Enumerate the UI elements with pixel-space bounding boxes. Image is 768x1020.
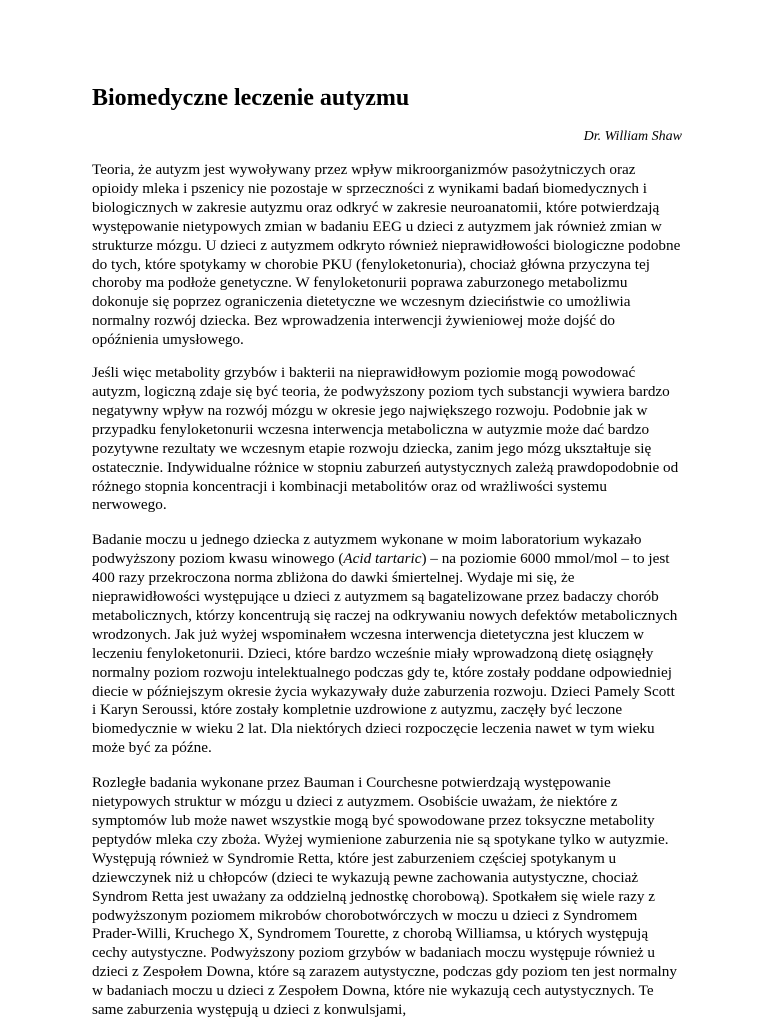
document-page [92,84,682,1020]
paragraph-3 [92,531,682,758]
paragraph-3-text-before: Badanie moczu u jednego dziecka z autyzmem wykonane w moim laboratorium wykazało podwyższony poziom kwasu winowego ( [92,531,642,568]
paragraph-3-emphasis: Acid tartaric [343,550,422,568]
paragraph-1: Teoria, że autyzm jest wywoływany przez wpływ mikroorganizmów pasożytniczych oraz opioidy mleka i pszenicy nie pozostaje w sprzeczności z wynikami badań biomedycznych i biologicznych w zakresie autyzmu oraz odkryć w zakresie neuroanatomii, które potwierdzają występowanie nietypowych zmian w badaniu EEG u dzieci z autyzmem jak również zmian w strukturze mózgu. U dzieci z autyzmem odkryto również nieprawidłowości biologiczne podobne do tych, które spotykamy w chorobie PKU (fenyloketonuria), chociaż główna przyczyna tej choroby ma podłoże genetyczne. W fenyloketonurii poprawa zaburzonego metabolizmu dokonuje się poprzez ograniczenia dietetyczne we wczesnym dzieciństwie co umożliwia normalny rozwój dziecka. Bez wprowadzenia interwencji żywieniowej może dojść do opóźnienia umysłowego. [92,161,681,349]
page-title: Biomedyczne leczenie autyzmu [92,85,410,111]
paragraph-4: Rozległe badania wykonane przez Bauman i Courchesne potwierdzają występowanie nietypowych struktur w mózgu u dzieci z autyzmem. Osobiście uważam, że niektóre z symptomów lub może nawet wszystkie mogą być spowodowane przez toksyczne metabolity peptydów mleka czy zboża. Wyżej wymienione zaburzenia nie są spotykane tylko w autyzmie. Występują również w Syndromie Retta, które jest zaburzeniem częściej spotykanym u dziewczynek niż u chłopców (dzieci te wykazują pewne zachowania autystyczne, chociaż Syndrom Retta jest uważany za oddzielną jednostkę chorobową). Spotkałem się wiele razy z podwyższonym poziomem mikrobów chorobotwórczych w moczu u dzieci z Syndromem Prader-Willi, Kruchego X, Syndromem Tourette, z chorobą Williamsa, u których występują cechy autystyczne. Podwyższony poziom grzybów w badaniach moczu występuje również u dzieci z Zespołem Downa, które są zarazem autystyczne, podczas gdy poziom ten jest normalny w badaniach moczu u dzieci z Zespołem Downa, które nie wykazują cech autystycznych. Te same zaburzenia występują u dzieci z konwulsjami, [92,774,677,1019]
paragraph-2: Jeśli więc metabolity grzybów i bakterii na nieprawidłowym poziomie mogą powodować autyzm, logiczną zdaje się być teoria, że podwyższony poziom tych substancji wywiera bardzo negatywny wpływ na rozwój mózgu w okresie jego największego rozwoju. Podobnie jak w przypadku fenyloketonurii wczesna interwencja metaboliczna w autyzmie może dać bardzo pozytywne rezultaty we wczesnym etapie rozwoju dziecka, zanim jego mózg ukształtuje się ostatecznie. Indywidualne różnice w stopniu zaburzeń autystycznych zależą prawdopodobnie od różnego stopnia koncentracji i kombinacji metabolitów oraz od wrażliwości systemu nerwowego. [92,364,679,514]
paragraph-3-text-after: ) – na poziomie 6000 mmol/mol – to jest 400 razy przekroczona norma zbliżona do dawki śmiertelnej. Wydaje mi się, że nieprawidłowości występujące u dzieci z autyzmem są bagatelizowane przez badaczy chorób metabolicznych, którzy koncentrują się raczej na odkrywaniu nowych defektów metabolicznych wrodzonych. Jak już wyżej wspominałem wczesna interwencja dietetyczna jest kluczem w leczeniu fenyloketonurii. Dzieci, które bardzo wcześnie miały wprowadzoną dietę osiągnęły normalny poziom rozwoju intelektualnego podczas gdy te, które zostały poddane odpowiedniej diecie w późniejszym okresie życia wykazywały duże zaburzenia rozwoju. Dzieci Pamely Scott i Karyn Seroussi, które zostały kompletnie uzdrowione z autyzmu, zaczęły być leczone biomedycznie w wieku 2 lat. Dla niektórych dzieci rozpoczęcie leczenia nawet w tym wieku może być za późne. [92,550,678,757]
author-byline: Dr. William Shaw [583,129,682,144]
